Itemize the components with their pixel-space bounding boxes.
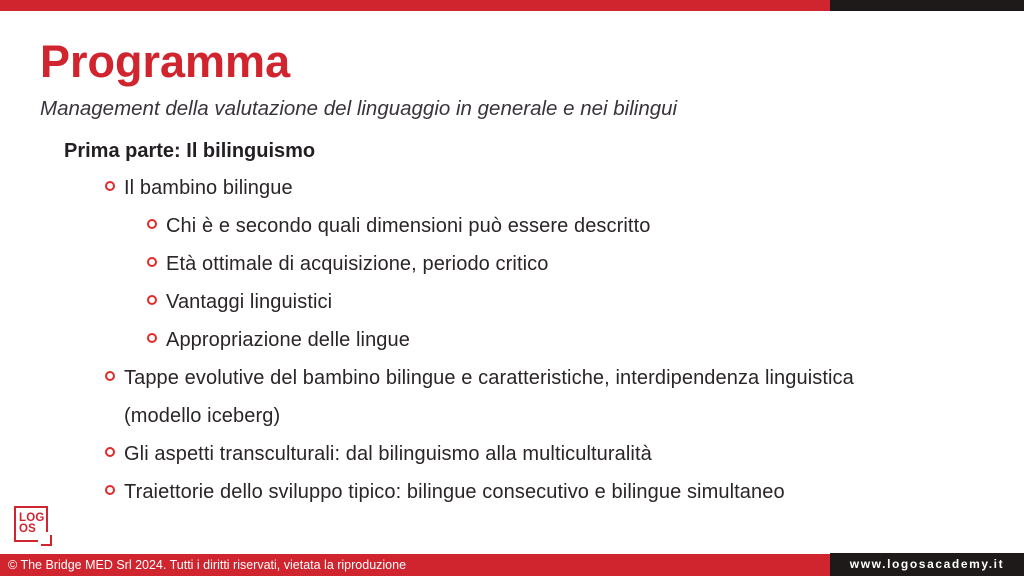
bullet-list — [105, 169, 933, 511]
list-item — [147, 207, 933, 245]
list-item-text: Chi è e secondo quali dimensioni può essere descritto — [166, 215, 651, 237]
list-item-text: Appropriazione delle lingue — [166, 329, 410, 351]
slide-subtitle: Management della valutazione del linguaggio in generale e nei bilingui — [40, 97, 678, 120]
circle-bullet-icon — [147, 219, 157, 229]
circle-bullet-icon — [105, 447, 115, 457]
list-item — [105, 435, 933, 473]
list-item-text: Vantaggi linguistici — [166, 291, 333, 313]
list-item — [105, 473, 933, 511]
list-item-text: Tappe evolutive del bambino bilingue e caratteristiche, interdipendenza linguistica (modello iceberg) — [124, 367, 854, 427]
circle-bullet-icon — [147, 257, 157, 267]
footer-website: www.logosacademy.it — [830, 553, 1024, 576]
list-item-text: Età ottimale di acquisizione, periodo critico — [166, 253, 549, 275]
list-item — [147, 245, 933, 283]
footer-copyright-bar: © The Bridge MED Srl 2024. Tutti i diritti riservati, vietata la riproduzione — [0, 554, 830, 576]
circle-bullet-icon — [147, 333, 157, 343]
top-accent-bar-black-segment — [830, 0, 1024, 11]
logo-corner-mark — [41, 535, 52, 546]
list-item-text: Gli aspetti transculturali: dal bilinguismo alla multiculturalità — [124, 443, 652, 465]
circle-bullet-icon — [105, 181, 115, 191]
logo-line1: LOG — [19, 512, 45, 524]
circle-bullet-icon — [147, 295, 157, 305]
section-heading: Prima parte: Il bilinguismo — [64, 140, 316, 162]
list-item — [147, 321, 933, 359]
list-item — [147, 283, 933, 321]
list-item-text: Traiettorie dello sviluppo tipico: bilingue consecutivo e bilingue simultaneo — [124, 481, 785, 503]
list-item — [105, 359, 933, 435]
logos-logo — [14, 506, 48, 542]
circle-bullet-icon — [105, 485, 115, 495]
circle-bullet-icon — [105, 371, 115, 381]
logo-line2: OS — [19, 523, 37, 535]
slide-title: Programma — [40, 36, 291, 87]
list-item-text: Il bambino bilingue — [124, 177, 293, 199]
list-item — [105, 169, 933, 207]
